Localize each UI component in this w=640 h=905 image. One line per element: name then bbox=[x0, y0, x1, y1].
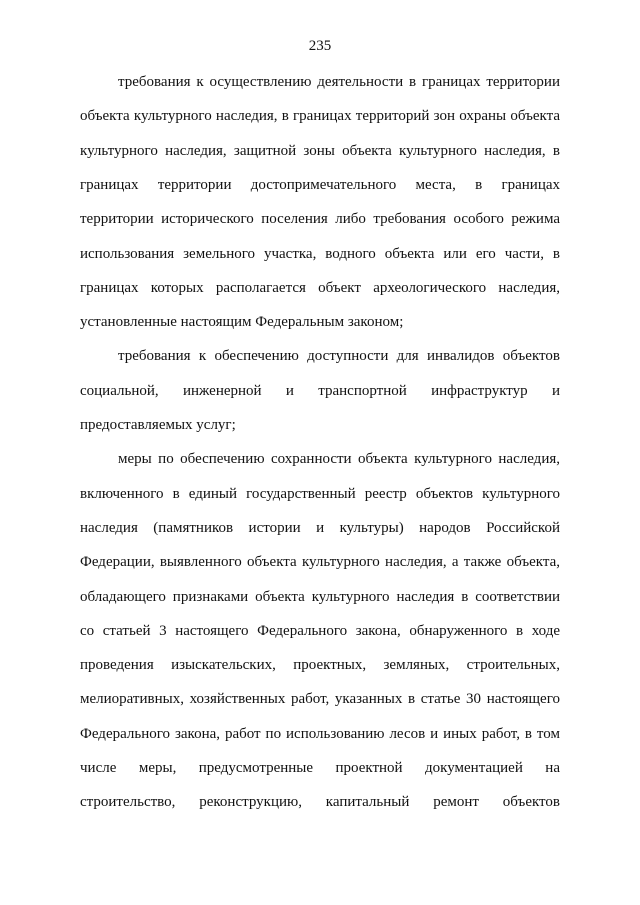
text-line: меры по обеспечению сохранности объекта культурного наследия, bbox=[118, 451, 560, 467]
text-line: территории исторического поселения либо требования особого режима bbox=[80, 211, 560, 227]
text-line: требования к обеспечению доступности для инвалидов объектов bbox=[118, 348, 560, 364]
text-line: использования земельного участка, водного объекта или его части, в bbox=[80, 246, 560, 262]
text-line: мелиоративных, хозяйственных работ, указанных в статье 30 настоящего bbox=[80, 691, 560, 707]
text-line: Федерации, выявленного объекта культурного наследия, а также объекта, bbox=[80, 554, 560, 570]
text-line: требования к осуществлению деятельности в границах территории bbox=[118, 74, 560, 90]
text-line: установленные настоящим Федеральным законом; bbox=[80, 314, 404, 330]
text-line: Федерального закона, работ по использованию лесов и иных работ, в том bbox=[80, 726, 560, 742]
text-line: границах которых располагается объект археологического наследия, bbox=[80, 280, 560, 296]
text-line: культурного наследия, защитной зоны объекта культурного наследия, в bbox=[80, 143, 560, 159]
page-number: 235 bbox=[308, 38, 332, 54]
text-line: наследия (памятников истории и культуры) народов Российской bbox=[80, 520, 560, 536]
text-line: социальной, инженерной и транспортной инфраструктур и bbox=[80, 383, 560, 399]
text-line: границах территории достопримечательного места, в границах bbox=[80, 177, 560, 193]
text-line: проведения изыскательских, проектных, земляных, строительных, bbox=[80, 657, 560, 673]
text-line: числе меры, предусмотренные проектной документацией на bbox=[80, 760, 560, 776]
text-line: объекта культурного наследия, в границах территорий зон охраны объекта bbox=[80, 108, 560, 124]
text-line: строительство, реконструкцию, капитальный ремонт объектов bbox=[80, 794, 560, 810]
text-line: предоставляемых услуг; bbox=[80, 417, 236, 433]
text-line: включенного в единый государственный реестр объектов культурного bbox=[80, 486, 560, 502]
text-line: со статьей 3 настоящего Федерального закона, обнаруженного в ходе bbox=[80, 623, 560, 639]
text-line: обладающего признаками объекта культурного наследия в соответствии bbox=[80, 589, 560, 605]
